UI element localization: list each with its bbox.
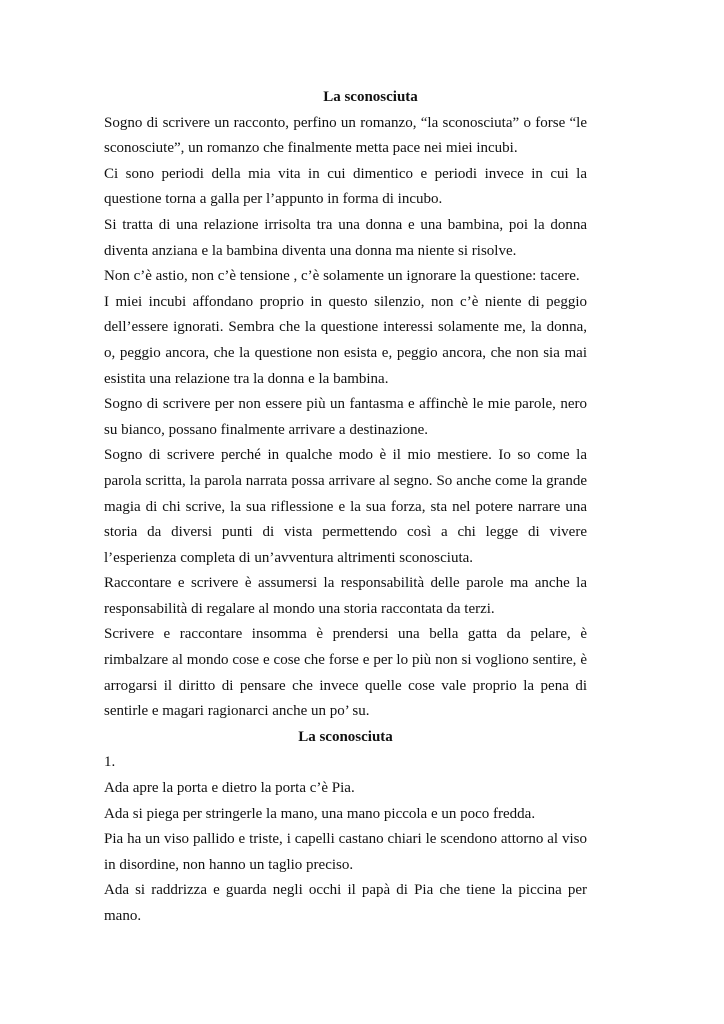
intro-paragraph: Raccontare e scrivere è assumersi la responsabilità delle parole ma anche la responsabilità di regalare al mondo una storia raccontata da terzi.: [104, 575, 587, 617]
intro-paragraph: Sogno di scrivere per non essere più un fantasma e affinchè le mie parole, nero su bianco, possano finalmente arrivare a destinazione.: [104, 396, 587, 438]
intro-paragraph: Sogno di scrivere un racconto, perfino un romanzo, “la sconosciuta” o forse “le sconosciute”, un romanzo che finalmente metta pace nei miei incubi.: [104, 114, 587, 157]
chapter-paragraph: Ada si raddrizza e guarda negli occhi il papà di Pia che tiene la piccina per mano.: [104, 882, 587, 924]
document-title: La sconosciuta: [323, 89, 418, 105]
chapter-paragraph: Pia ha un viso pallido e triste, i capelli castano chiari le scendono attorno al viso in disordine, non hanno un taglio preciso.: [104, 831, 587, 873]
intro-paragraph: Scrivere e raccontare insomma è prendersi una bella gatta da pelare, è rimbalzare al mondo cose e cose che forse e per lo più non si vogliono sentire, è arrogarsi il diritto di pensare che invece quelle cose vale proprio la pena di sentirle e magari ragionarci anche un po’ su.: [104, 626, 587, 720]
intro-paragraph: I miei incubi affondano proprio in questo silenzio, non c’è niente di peggio dell’essere ignorati. Sembra che la questione interessi solamente me, la donna, o, peggio ancora, che la questione non esista e, peggio ancora, che non sia mai esistita una relazione tra la donna e la bambina.: [104, 293, 587, 387]
chapter-paragraph: Ada si piega per stringerle la mano, una mano piccola e un poco fredda.: [104, 805, 536, 822]
intro-paragraph: Si tratta di una relazione irrisolta tra una donna e una bambina, poi la donna diventa anziana e la bambina diventa una donna ma niente si risolve.: [104, 216, 587, 259]
chapter-title: La sconosciuta: [298, 728, 393, 745]
chapter-number: 1.: [104, 754, 116, 771]
intro-paragraph: Sogno di scrivere perché in qualche modo è il mio mestiere. Io so come la parola scritta, la parola narrata possa arrivare al segno. So anche come la grande magia di chi scrive, la sua riflessione e la sua forza, sta nel potere narrare una storia da diversi punti di vista permettendo così a chi legge di vivere l’esperienza completa di un’avventura altrimenti sconosciuta.: [104, 447, 587, 566]
document-page: [104, 85, 587, 930]
intro-paragraph: Non c’è astio, non c’è tensione , c’è solamente un ignorare la questione: tacere.: [104, 268, 580, 285]
chapter-paragraph: Ada apre la porta e dietro la porta c’è Pia.: [104, 780, 355, 797]
intro-paragraph: Ci sono periodi della mia vita in cui dimentico e periodi invece in cui la questione torna a galla per l’appunto in forma di incubo.: [104, 165, 587, 208]
